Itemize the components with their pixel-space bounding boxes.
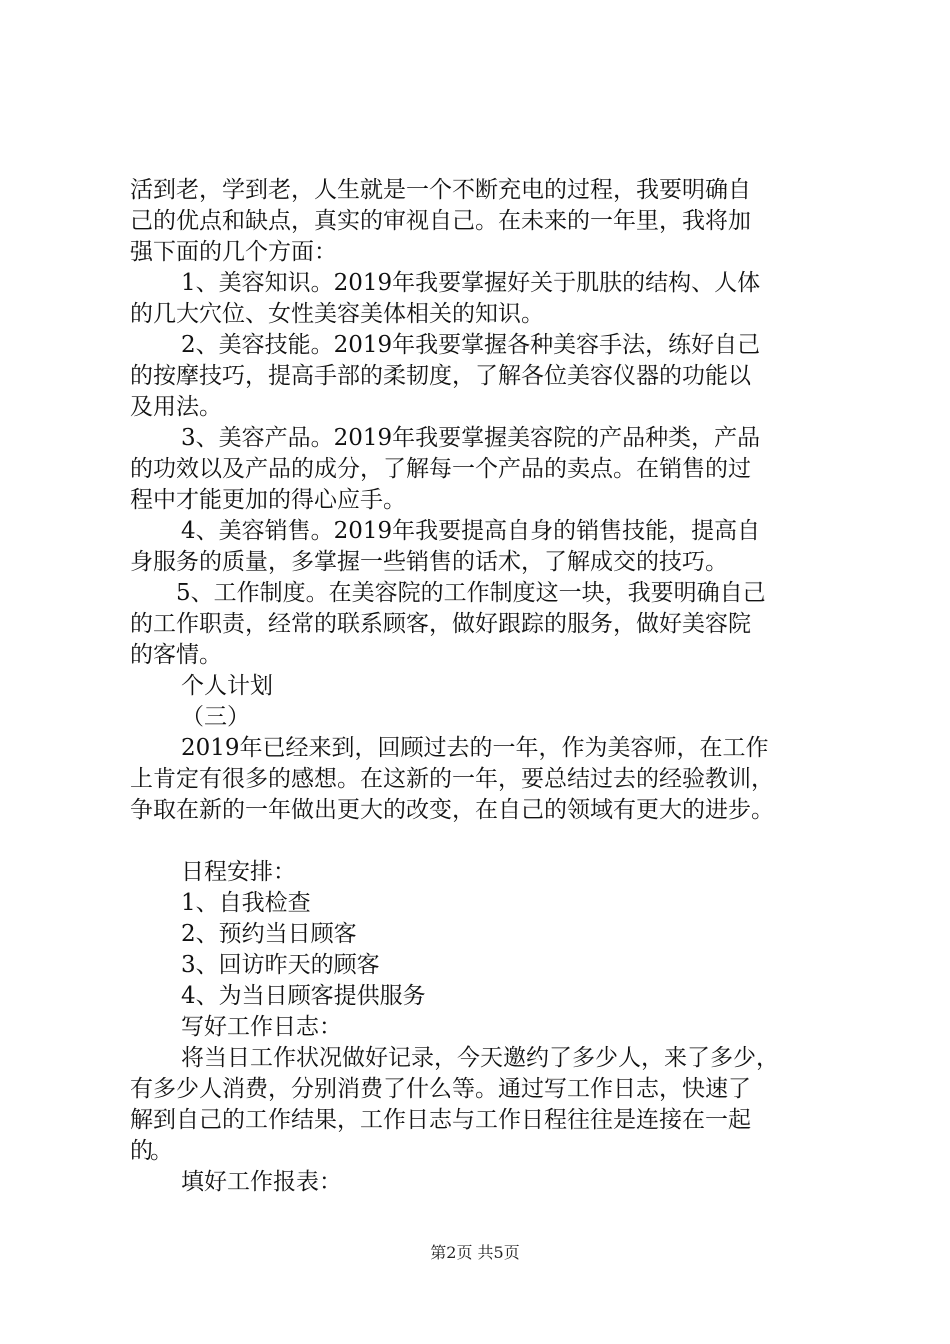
text-line: 程中才能更加的得心应手。 (130, 487, 406, 513)
text-line: 3、美容产品。2019年我要掌握美容院的产品种类，产品 (181, 425, 761, 451)
text-line: 将当日工作状况做好记录，今天邀约了多少人，来了多少， (181, 1045, 779, 1071)
text-line: （三） (181, 704, 250, 730)
text-line: 3、回访昨天的顾客 (181, 952, 380, 978)
text-line: 个人计划 (181, 673, 273, 699)
text-line: 5、工作制度。在美容院的工作制度这一块，我要明确自己 (176, 580, 766, 606)
text-line: 填好工作报表： (181, 1169, 342, 1195)
text-line: 日程安排： (181, 859, 296, 885)
text-line: 有多少人消费，分别消费了什么等。通过写工作日志，快速了 (130, 1076, 751, 1102)
text-line: 的客情。 (130, 642, 222, 668)
text-line: 1、美容知识。2019年我要掌握好关于肌肤的结构、人体 (181, 270, 761, 296)
text-line: 身服务的质量，多掌握一些销售的话术，了解成交的技巧。 (130, 549, 728, 575)
text-line: 的。 (130, 1138, 170, 1164)
text-line: 活到老，学到老，人生就是一个不断充电的过程，我要明确自 (130, 177, 751, 203)
text-line: 的按摩技巧，提高手部的柔韧度，了解各位美容仪器的功能以 (130, 363, 751, 389)
text-line: 己的优点和缺点，真实的审视自己。在未来的一年里，我将加 (130, 208, 751, 234)
text-line: 2019年已经来到，回顾过去的一年，作为美容师，在工作 (181, 735, 769, 761)
text-line: 4、为当日顾客提供服务 (181, 983, 426, 1009)
text-line: 的工作职责，经常的联系顾客，做好跟踪的服务，做好美容院 (130, 611, 751, 637)
text-line: 1、自我检查 (181, 890, 311, 916)
text-line: 上肯定有很多的感想。在这新的一年，要总结过去的经验教训， (130, 766, 774, 792)
page-footer: 第2页 共5页 (430, 1243, 520, 1262)
text-line: 4、美容销售。2019年我要提高自身的销售技能，提高自 (181, 518, 761, 544)
text-line: 2、美容技能。2019年我要掌握各种美容手法，练好自己 (181, 332, 761, 358)
text-line: 写好工作日志： (181, 1014, 342, 1040)
text-line: 的功效以及产品的成分，了解每一个产品的卖点。在销售的过 (130, 456, 751, 482)
text-line: 及用法。 (130, 394, 222, 420)
text-line: 强下面的几个方面： (130, 239, 337, 265)
text-line: 2、预约当日顾客 (181, 921, 357, 947)
text-line: 解到自己的工作结果，工作日志与工作日程往往是连接在一起 (130, 1107, 751, 1133)
text-line: 的几大穴位、女性美容美体相关的知识。 (130, 301, 544, 327)
text-line: 争取在新的一年做出更大的改变，在自己的领域有更大的进步。 (130, 797, 774, 823)
